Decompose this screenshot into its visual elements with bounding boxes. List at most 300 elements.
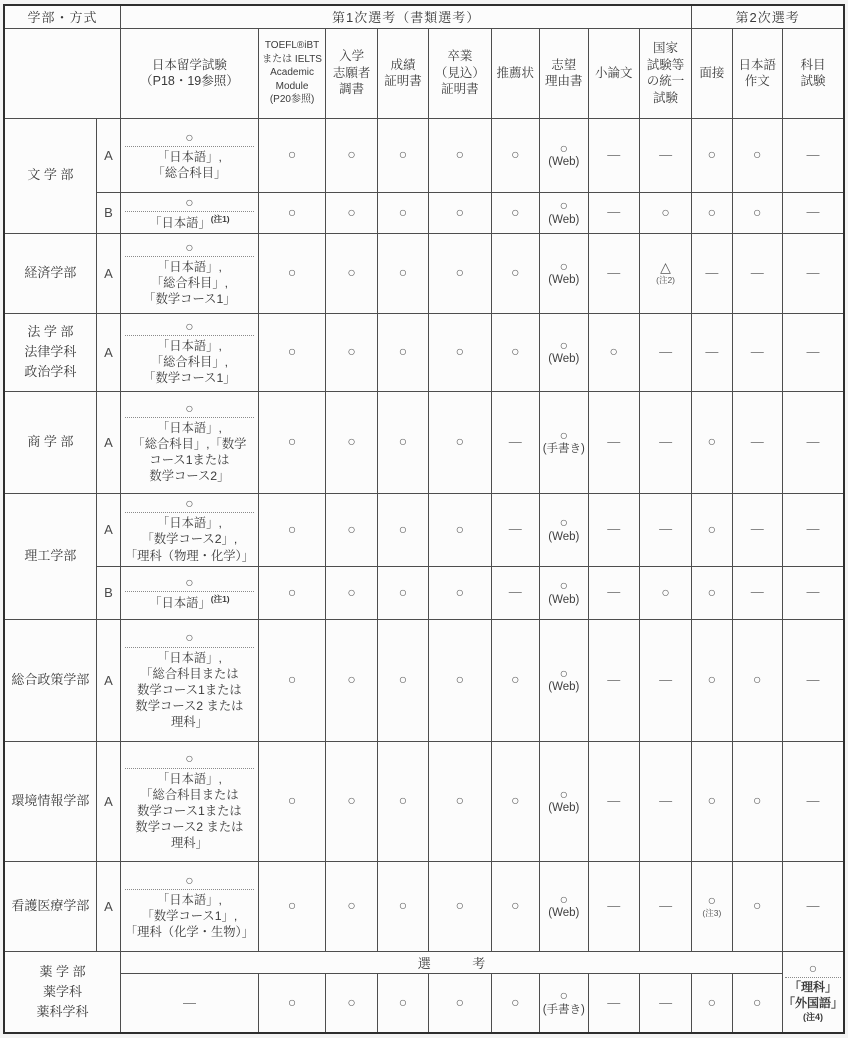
circle-mark: ○ [185,573,194,590]
mark-sublabel: (Web) [548,593,580,606]
header-corner [4,28,121,118]
mark-sublabel: (注3) [702,907,722,918]
table-row [4,861,844,951]
circle-mark: ○ [398,583,408,600]
circle-mark: ○ [287,264,297,281]
cell-essay [588,741,639,861]
cell-eju [121,861,259,951]
circle-mark: ○ [661,583,670,600]
note-ref: (注1) [210,213,230,224]
senko-label: 選考 [417,955,527,971]
cell-grad [429,233,491,313]
cell-grad [429,619,491,741]
cell-method: A [96,741,120,861]
cell-essay [588,861,639,951]
cell-toefl [258,741,326,861]
cell-recommend [491,619,540,741]
mark-sublabel: (手書き) [542,1003,585,1016]
circle-mark: ○ [455,994,465,1011]
circle-mark: ○ [609,343,618,360]
circle-mark: ○ [752,203,762,220]
circle-mark: ○ [398,264,408,281]
circle-mark: ○ [185,238,194,255]
cell-essay [588,619,639,741]
mark-sublabel: (Web) [548,353,580,366]
cell-grad [429,391,491,493]
dash-mark: — [607,146,621,162]
cell-toefl [258,118,326,192]
cell-method: A [96,861,120,951]
eju-subject-line: 「日本語」, [156,338,222,353]
mark-sublabel: (Web) [548,213,580,226]
faculty-name: 薬 学 部 薬学科 薬科学科 [4,951,121,1033]
cell-method: A [96,313,120,391]
header-stage1: 第1次選考（書類選考） [121,5,692,28]
circle-mark: ○ [185,317,194,334]
eju-subject-line: 「日本語」, [156,259,222,274]
cell-interview [692,741,732,861]
table-row [4,313,844,391]
circle-mark: ○ [707,994,717,1011]
cell-grad [429,493,491,566]
circle-mark: ○ [185,495,194,512]
mark-sublabel: (手書き) [542,443,585,456]
header-row-stages [4,5,844,28]
eju-subject-line: 「数学コース1」, [141,908,238,923]
dash-mark: — [607,264,621,280]
circle-mark: ○ [398,433,408,450]
eju-subject-line: 「日本語」, [156,516,222,531]
dash-mark: — [659,433,673,449]
cell-toefl [258,861,326,951]
circle-mark: ○ [559,197,569,214]
eju-subject-line: 「日本語」, [156,149,222,164]
dash-mark: — [806,671,820,687]
cell-subject [782,566,844,619]
header-row-columns [4,28,844,118]
circle-mark: ○ [287,671,297,688]
cell-transcript [377,566,428,619]
faculty-name: 法 学 部 法律学科 政治学科 [4,313,96,391]
circle-mark: ○ [287,203,297,220]
column-header-toefl: TOEFL®iBT または IELTS Academic Module (P20参照) [258,28,326,118]
column-header-recommend: 推薦状 [491,28,540,118]
circle-mark: ○ [511,264,520,281]
circle-mark: ○ [559,257,569,274]
eju-subject-line: 「総合科目または [140,787,239,802]
dash-mark: — [659,897,673,913]
cell-recommend [491,391,540,493]
table-row [4,566,844,619]
dash-mark: — [750,584,764,600]
cell-eju [121,566,259,619]
cell-interview [692,493,732,566]
dash-mark: — [659,671,673,687]
circle-mark: ○ [455,897,465,914]
cell-transcript [377,391,428,493]
faculty-name: 看護医療学部 [4,861,96,951]
faculty-name: 環境情報学部 [4,741,96,861]
cell-national [639,619,691,741]
circle-mark: ○ [707,892,717,909]
eju-subject-line: 「総合科目」 [152,166,227,181]
mark-sublabel: (Web) [548,530,580,543]
cell-transcript [377,313,428,391]
cell-method: A [96,233,120,313]
table-row [4,192,844,233]
cell-national [639,973,691,1033]
cell-toefl [258,619,326,741]
cell-method: A [96,619,120,741]
circle-mark: ○ [347,671,356,688]
cell-eju [121,118,259,192]
cell-eju [121,192,259,233]
cell-recommend [491,192,540,233]
column-header-grad: 卒業 （見込） 証明書 [429,28,491,118]
dash-mark: — [750,433,764,449]
eju-subject-line: 「日本語」$^{(注1)}$ [149,213,230,230]
circle-mark: ○ [511,671,520,688]
cell-national [639,118,691,192]
dash-mark: — [806,264,820,280]
mark-sublabel: (Web) [548,907,580,920]
cell-recommend [491,493,540,566]
table-row [4,741,844,861]
circle-mark: ○ [707,433,717,450]
dotted-divider [125,417,253,418]
circle-mark: ○ [185,128,194,145]
eju-subject-line: 「日本語」, [156,892,222,907]
faculty-name: 文 学 部 [4,118,96,233]
dash-mark: — [806,792,820,808]
dotted-divider [125,512,253,513]
cell-interview [692,233,732,313]
mark-sublabel: (Web) [548,802,580,815]
circle-mark: ○ [559,785,569,802]
dash-mark: — [607,521,621,537]
cell-national [639,861,691,951]
cell-jwriting [732,973,782,1033]
subject-name: 「理科」 [788,980,837,995]
circle-mark: ○ [398,792,408,809]
cell-grad [429,118,491,192]
circle-mark: ○ [287,792,297,809]
cell-grad [429,566,491,619]
circle-mark: ○ [455,264,465,281]
cell-essay [588,118,639,192]
dash-mark: — [607,792,621,808]
column-header-eju: 日本留学試験 （P18・19参照） [121,28,259,118]
cell-transcript [377,973,428,1033]
faculty-name: 経済学部 [4,233,96,313]
cell-interview [692,313,732,391]
circle-mark: ○ [707,203,717,220]
column-header-transcript: 成績 証明書 [377,28,428,118]
dotted-divider [125,211,253,212]
dotted-divider [125,335,253,336]
circle-mark: ○ [559,336,569,353]
dash-mark: — [508,433,522,449]
cell-reason [540,118,589,192]
column-header-app: 入学 志願者 調書 [326,28,377,118]
cell-app [326,192,377,233]
circle-mark: ○ [287,146,297,163]
eju-subject-line: 「日本語」$^{(注1)}$ [149,593,230,610]
eju-subject-line: 「総合科目または [140,666,239,681]
cell-grad [429,861,491,951]
dash-mark: — [750,521,764,537]
cell-reason [540,192,589,233]
header-faculty-method: 学部・方式 [4,5,121,28]
circle-mark: ○ [455,792,465,809]
circle-mark: ○ [511,146,520,163]
eju-subject-line: 「数学コース1」 [143,292,236,307]
cell-subject [782,741,844,861]
cell-subject [782,391,844,493]
cell-essay [588,566,639,619]
cell-recommend [491,313,540,391]
circle-mark: ○ [347,583,356,600]
cell-essay [588,313,639,391]
cell-national [639,233,691,313]
eju-subject-line: 「総合科目」, [150,354,229,369]
cell-toefl [258,313,326,391]
circle-mark: ○ [185,399,194,416]
circle-mark: ○ [511,994,520,1011]
circle-mark: ○ [455,520,465,537]
dash-mark: — [508,584,522,600]
cell-essay [588,973,639,1033]
cell-jwriting [732,861,782,951]
cell-reason [540,233,589,313]
cell-app [326,313,377,391]
circle-mark: ○ [559,890,569,907]
eju-subject-line: 数学コース2 または [135,699,244,714]
cell-app [326,861,377,951]
dotted-divider [125,647,253,648]
dash-mark: — [607,584,621,600]
cell-reason [540,493,589,566]
cell-subject [782,118,844,192]
dash-mark: — [806,897,820,913]
cell-toefl [258,233,326,313]
circle-mark: ○ [185,750,194,767]
circle-mark: ○ [511,203,520,220]
circle-mark: ○ [347,792,356,809]
cell-national [639,391,691,493]
cell-toefl [258,192,326,233]
circle-mark: ○ [347,897,356,914]
circle-mark: ○ [398,994,408,1011]
circle-mark: ○ [287,897,297,914]
cell-app [326,493,377,566]
circle-mark: ○ [185,871,194,888]
circle-mark: ○ [455,203,465,220]
circle-mark: ○ [707,520,717,537]
column-header-essay: 小論文 [588,28,639,118]
cell-essay [588,493,639,566]
dash-mark: — [806,584,820,600]
table-row [4,493,844,566]
column-header-national: 国家 試験等 の統一 試験 [639,28,691,118]
cell-interview [692,861,732,951]
cell-interview [692,566,732,619]
circle-mark: ○ [398,146,408,163]
dash-mark: — [806,146,820,162]
cell-recommend [491,741,540,861]
circle-mark: ○ [455,343,465,360]
dash-mark: — [659,792,673,808]
dash-mark: — [659,343,673,359]
circle-mark: ○ [347,433,356,450]
circle-mark: ○ [559,139,569,156]
triangle-mark: △ [660,259,671,276]
circle-mark: ○ [347,146,356,163]
subject-name: 「外国語」 [782,995,843,1010]
column-header-subject: 科目 試験 [782,28,844,118]
eju-subject-line: 理科」 [170,836,208,851]
circle-mark: ○ [398,520,408,537]
mark-sublabel: (Web) [548,156,580,169]
cell-eju [121,619,259,741]
cell-reason [540,566,589,619]
circle-mark: ○ [455,671,465,688]
cell-eju [121,493,259,566]
eju-subject-line: 理科」 [170,715,208,730]
dash-mark: — [182,994,196,1010]
dash-mark: — [750,343,764,359]
eju-subject-line: コース1または [149,453,230,468]
eju-subject-line: 「日本語」, [156,771,222,786]
dash-mark: — [806,204,820,220]
eju-subject-line: 「理科（化学・生物）」 [124,925,254,940]
circle-mark: ○ [752,146,762,163]
cell-transcript [377,233,428,313]
cell-senko [121,951,783,973]
dotted-divider [125,591,253,592]
circle-mark: ○ [347,343,356,360]
circle-mark: ○ [559,514,569,531]
circle-mark: ○ [559,577,569,594]
circle-mark: ○ [347,520,356,537]
cell-app [326,391,377,493]
circle-mark: ○ [752,994,762,1011]
dotted-divider [125,768,253,769]
cell-transcript [377,741,428,861]
cell-jwriting [732,118,782,192]
cell-recommend [491,973,540,1033]
cell-app [326,741,377,861]
dotted-divider [125,146,253,147]
cell-jwriting [732,619,782,741]
cell-recommend [491,861,540,951]
cell-app [326,118,377,192]
circle-mark: ○ [398,671,408,688]
circle-mark: ○ [347,203,356,220]
circle-mark: ○ [455,433,465,450]
column-header-jwriting: 日本語 作文 [732,28,782,118]
circle-mark: ○ [185,629,194,646]
cell-reason [540,619,589,741]
note-ref: (注4) [802,1011,823,1022]
cell-national [639,566,691,619]
dash-mark: — [607,433,621,449]
dash-mark: — [607,204,621,220]
cell-essay [588,192,639,233]
dash-mark: — [806,433,820,449]
cell-national [639,313,691,391]
cell-app [326,233,377,313]
eju-subject-line: 数学コース2 または [135,820,244,835]
cell-subject [782,493,844,566]
table-row [4,619,844,741]
circle-mark: ○ [808,960,818,977]
cell-jwriting [732,233,782,313]
dash-mark: — [659,521,673,537]
cell-eju [121,391,259,493]
cell-subject [782,313,844,391]
dash-mark: — [705,343,719,359]
dotted-divider [125,256,253,257]
circle-mark: ○ [707,146,717,163]
cell-national [639,741,691,861]
dash-mark: — [508,521,522,537]
cell-eju [121,973,259,1033]
eju-subject-line: 「理科（物理・化学）」 [124,548,254,563]
faculty-name: 理工学部 [4,493,96,619]
eju-subject-line: 「数学コース2」, [141,532,238,547]
circle-mark: ○ [347,994,356,1011]
circle-mark: ○ [287,583,297,600]
cell-jwriting [732,566,782,619]
cell-subject [782,192,844,233]
circle-mark: ○ [398,343,408,360]
cell-jwriting [732,741,782,861]
circle-mark: ○ [752,897,762,914]
eju-subject-line: 「総合科目」, [150,275,229,290]
circle-mark: ○ [455,146,465,163]
cell-method: A [96,391,120,493]
dash-mark: — [607,994,621,1010]
eju-subject-line: 「総合科目」,「数学 [132,436,247,451]
cell-reason [540,313,589,391]
cell-transcript [377,493,428,566]
cell-jwriting [732,192,782,233]
cell-reason [540,391,589,493]
dash-mark: — [659,994,673,1010]
cell-subject [782,951,844,1033]
cell-eju [121,233,259,313]
circle-mark: ○ [287,994,297,1011]
eju-subject-line: 「日本語」, [156,420,222,435]
circle-mark: ○ [707,792,717,809]
eju-subject-line: 数学コース2」 [149,469,230,484]
table-row [4,391,844,493]
cell-transcript [377,192,428,233]
cell-toefl [258,973,326,1033]
cell-subject [782,233,844,313]
cell-toefl [258,493,326,566]
dash-mark: — [659,146,673,162]
cell-app [326,973,377,1033]
cell-grad [429,973,491,1033]
cell-grad [429,741,491,861]
mark-sublabel: (Web) [548,274,580,287]
cell-jwriting [732,313,782,391]
dash-mark: — [705,264,719,280]
circle-mark: ○ [752,671,762,688]
table-row [4,233,844,313]
